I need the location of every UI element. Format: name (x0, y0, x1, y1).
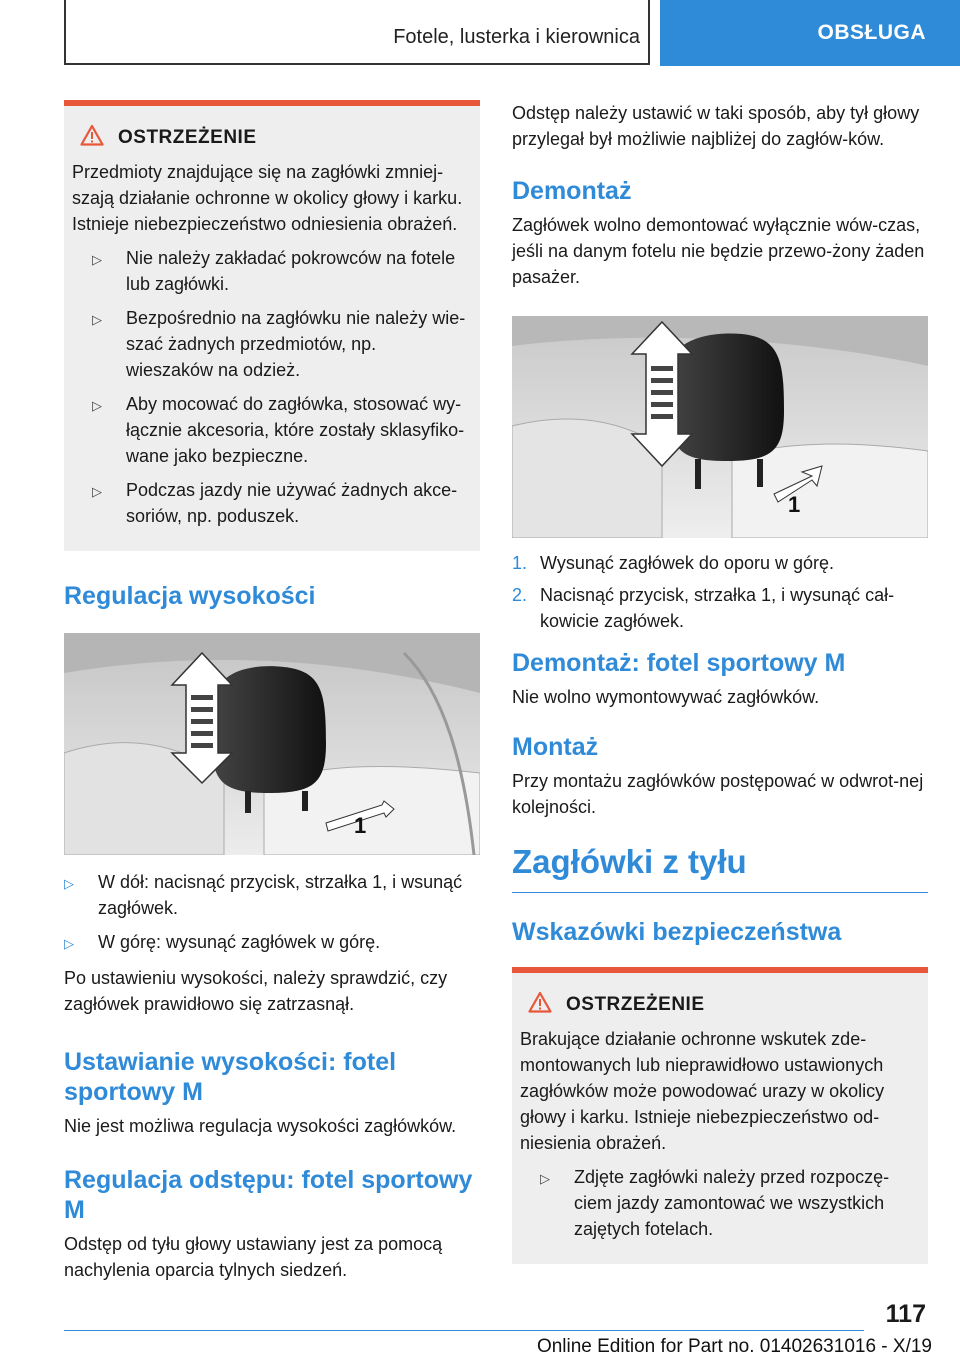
right-column (512, 100, 928, 1264)
heading-wskazowki: Wskazówki bezpieczeństwa (512, 918, 842, 946)
bullet-triangle-icon: ▷ (540, 1171, 550, 1186)
headrest-removal-figure (512, 316, 928, 538)
footer-rule (64, 1330, 864, 1331)
bullet-triangle-icon: ▷ (92, 398, 102, 413)
heading-ustawianie: Ustawianie wysokości: fotel sportowy M (64, 1048, 397, 1106)
warning-triangle-icon (80, 124, 104, 151)
heading-montaz: Montaż (512, 733, 599, 761)
heading-odstep: Regulacja odstępu: fotel sportowy M (64, 1166, 473, 1224)
bullet-triangle-icon: ▷ (64, 936, 74, 951)
list-item: ▷ Podczas jazdy nie używać żadnych akce-soriów, np. poduszek. (72, 477, 468, 529)
warning-text: Przedmioty znajdujące się na zagłówki zmniej-szają działanie ochronne w okolicy głowy i karku. Istnieje niebezpieczeństwo odniesienia obrażeń. (72, 162, 463, 234)
warning-box (64, 100, 480, 551)
bullet-triangle-icon: ▷ (92, 484, 102, 499)
warning-bullet-list (520, 1164, 916, 1242)
bullet-triangle-icon: ▷ (64, 876, 74, 891)
list-item: ▷ Bezpośrednio na zagłówku nie należy wie-szać żadnych przedmiotów, np. wieszaków na odzież. (72, 305, 468, 383)
paragraph-top: Odstęp należy ustawić w taki sposób, aby tył głowy przylegał był możliwie najbliżej do zagłów-ków. (512, 103, 920, 149)
header-left-rule (64, 0, 66, 64)
headrest-figure (64, 633, 480, 855)
list-item: ▷ W dół: nacisnąć przycisk, strzałka 1, i wsunąć zagłówek. (64, 869, 480, 921)
chapter-tab[interactable] (660, 0, 960, 66)
header-right-rule (648, 0, 650, 64)
page-number: 117 (885, 1300, 926, 1328)
left-column (64, 100, 480, 1283)
paragraph-after-adjust: Po ustawieniu wysokości, należy sprawdzić, czy zagłówek prawidłowo się zatrzasnął. (64, 968, 448, 1014)
paragraph-demontaz: Zagłówek wolno demontować wyłącznie wów-czas, jeśli na danym fotelu nie będzie przewo-żony żaden pasażer. (512, 215, 925, 287)
figure-callout-number: 1 (788, 492, 801, 517)
bullet-triangle-icon: ▷ (92, 252, 102, 267)
list-item: 2. Nacisnąć przycisk, strzałka 1, i wysunąć cał-kowicie zagłówek. (512, 585, 895, 631)
warning-text: Brakujące działanie ochronne wskutek zde-montowanych lub nieprawidłowo ustawionych zagłówków może powodować urazy w okolicy głowy i karku. Istnieje niebezpieczeństwo od-niesienia obrażeń. (520, 1029, 885, 1153)
heading-regulacja: Regulacja wysokości (64, 582, 316, 610)
paragraph-odstep: Odstęp od tyłu głowy ustawiany jest za pomocą nachylenia oparcia tylnych siedzeń. (64, 1234, 443, 1280)
list-item: ▷ W górę: wysunąć zagłówek w górę. (64, 929, 480, 957)
heading-demontaz: Demontaż (512, 177, 632, 205)
heading-zaglowki-z-tylu: Zagłówki z tyłu (512, 843, 747, 880)
paragraph-demontaz-m: Nie wolno wymontowywać zagłówków. (512, 687, 820, 707)
removal-steps (512, 550, 928, 634)
list-item: 1. Wysunąć zagłówek do oporu w górę. (512, 553, 834, 573)
warning-title: OSTRZEŻENIE (118, 126, 257, 148)
edition-line: Online Edition for Part no. 01402631016 - X/19 (536, 1336, 932, 1357)
height-bullet-list (64, 869, 480, 957)
section-title: Fotele, lusterka i kierownica (393, 26, 640, 48)
warning-triangle-icon (528, 991, 552, 1018)
section-rule (512, 892, 928, 893)
list-item: ▷ Aby mocować do zagłówka, stosować wy-łącznie akcesoria, które zostały sklasyfiko-wane jako bezpieczne. (72, 391, 468, 469)
header-bottom-rule (64, 63, 650, 65)
warning-title: OSTRZEŻENIE (566, 993, 705, 1015)
heading-demontaz-m: Demontaż: fotel sportowy M (512, 649, 846, 677)
warning-box (512, 967, 928, 1264)
list-item: ▷ Zdjęte zagłówki należy przed rozpoczę-ciem jazdy zamontować we wszystkich zajętych fotelach. (520, 1164, 916, 1242)
warning-bullet-list (72, 245, 468, 529)
chapter-tab-label: OBSŁUGA (817, 21, 926, 44)
list-item: ▷ Nie należy zakładać pokrowców na fotele lub zagłówki. (72, 245, 468, 297)
paragraph-montaz: Przy montażu zagłówków postępować w odwrot-nej kolejności. (512, 771, 924, 817)
paragraph-ustawianie: Nie jest możliwa regulacja wysokości zagłówków. (64, 1116, 457, 1136)
bullet-triangle-icon: ▷ (92, 312, 102, 327)
figure-callout-number: 1 (354, 813, 367, 838)
